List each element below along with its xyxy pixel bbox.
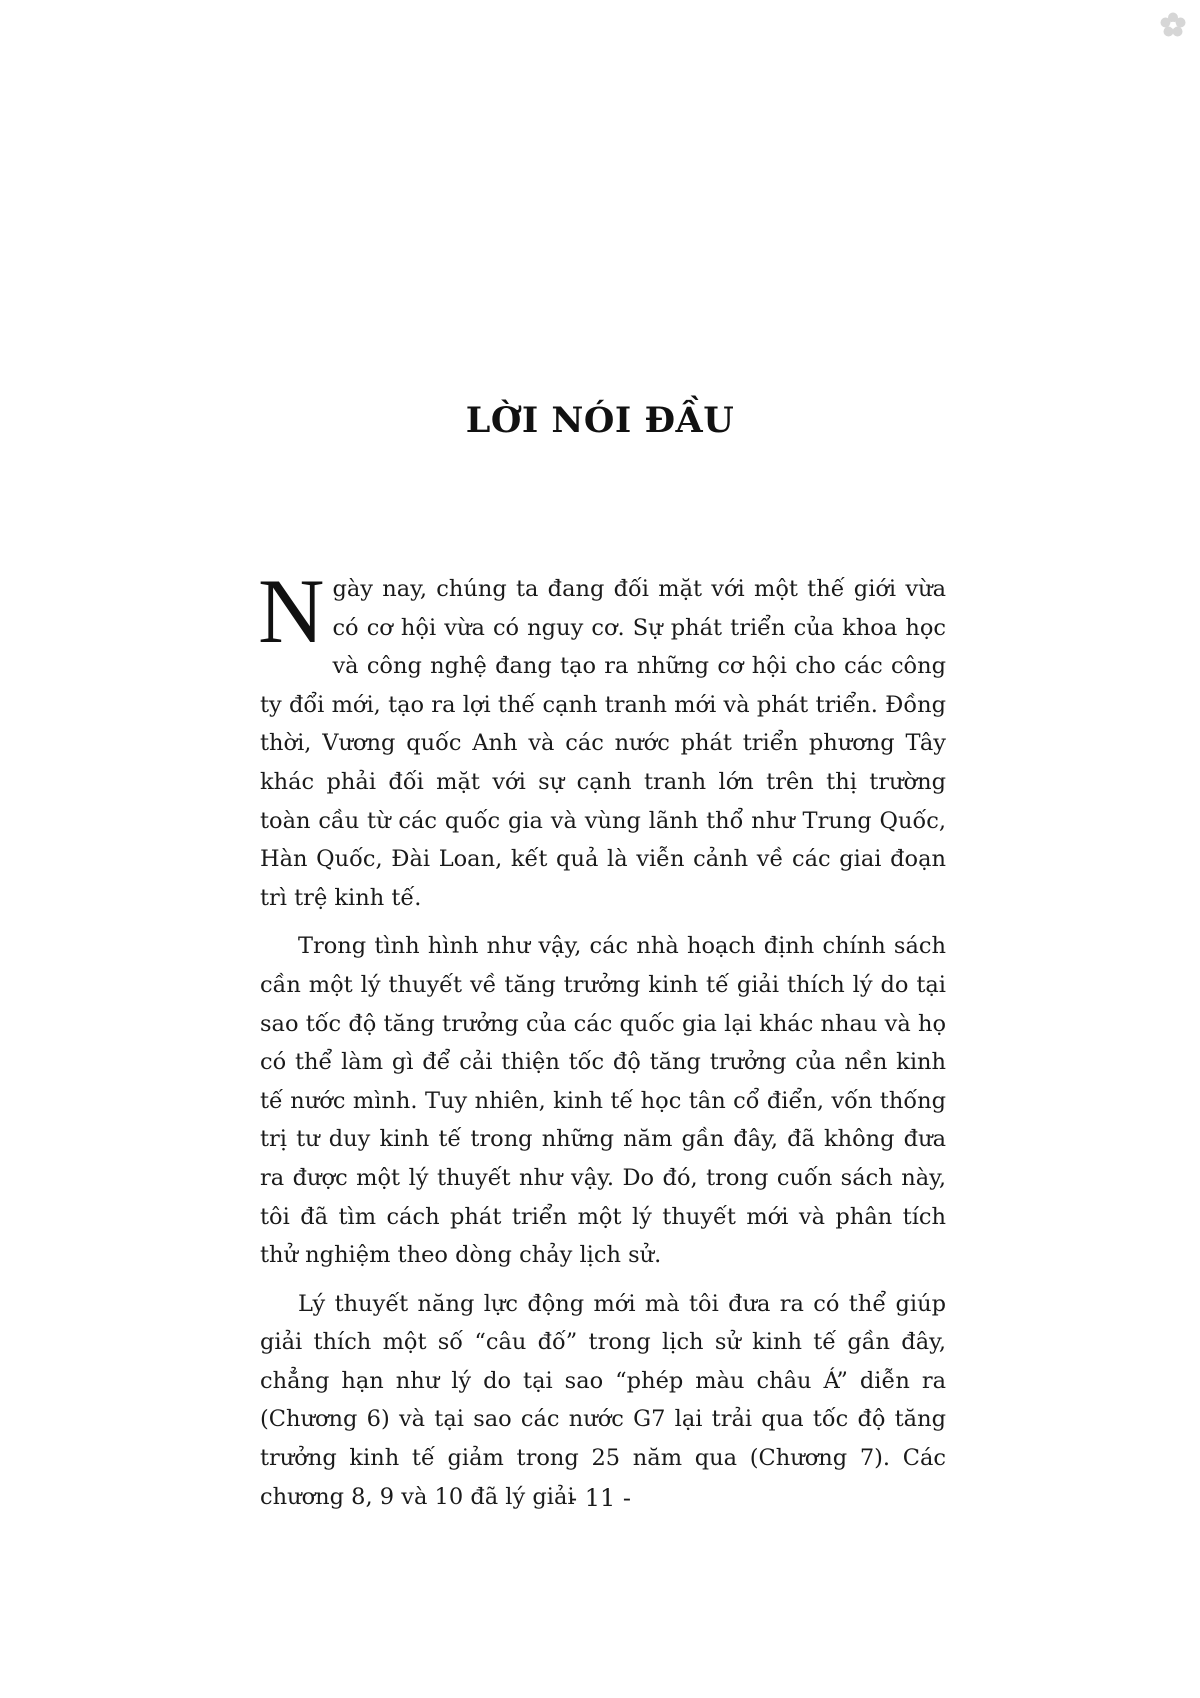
flower-ornament-icon — [1158, 10, 1188, 40]
page-number: - 11 - — [568, 1484, 631, 1512]
paragraph-2: Trong tình hình như vậy, các nhà hoạch định chính sách cần một lý thuyết về tăng trưởng kinh tế giải thích lý do tại sao tốc độ tăng trưởng của các quốc gia lại khác nhau và họ có thể làm gì để cải thiện tốc độ tăng trưởng của nền kinh tế nước mình. Tuy nhiên, kinh tế học tân cổ điển, vốn thống trị tư duy kinh tế trong những năm gần đây, đã không đưa ra được một lý thuyết như vậy. Do đó, trong cuốn sách này, tôi đã tìm cách phát triển một lý thuyết mới và phân tích thử nghiệm theo dòng chảy lịch sử. — [260, 933, 946, 1269]
paragraph-3: Lý thuyết năng lực động mới mà tôi đưa ra có thể giúp giải thích một số “câu đố” trong lịch sử kinh tế gần đây, chẳng hạn như lý do tại sao “phép màu châu Á” diễn ra (Chương 6) và tại sao các nước G7 lại trải qua tốc độ tăng trưởng kinh tế giảm trong 25 năm qua (Chương 7). Các chương 8, 9 và 10 đã lý giải — [260, 1290, 946, 1510]
paragraph-1-text: gày nay, chúng ta đang đối mặt với một thế giới vừa có cơ hội vừa có nguy cơ. Sự phát triển của khoa học và công nghệ đang tạo ra những cơ hội cho các công ty đổi mới, tạo ra lợi thế cạnh tranh mới và phát triển. Đồng thời, Vương quốc Anh và các nước phát triển phương Tây khác phải đối mặt với sự cạnh tranh lớn trên thị trường toàn cầu từ các quốc gia và vùng lãnh thổ như Trung Quốc, Hàn Quốc, Đài Loan, kết quả là viễn cảnh về các giai đoạn trì trệ kinh tế. — [260, 576, 946, 911]
body-text — [258, 560, 946, 1526]
drop-cap: N — [258, 560, 325, 662]
paragraph-1 — [258, 560, 946, 917]
chapter-title: LỜI NÓI ĐẦU — [465, 400, 735, 441]
